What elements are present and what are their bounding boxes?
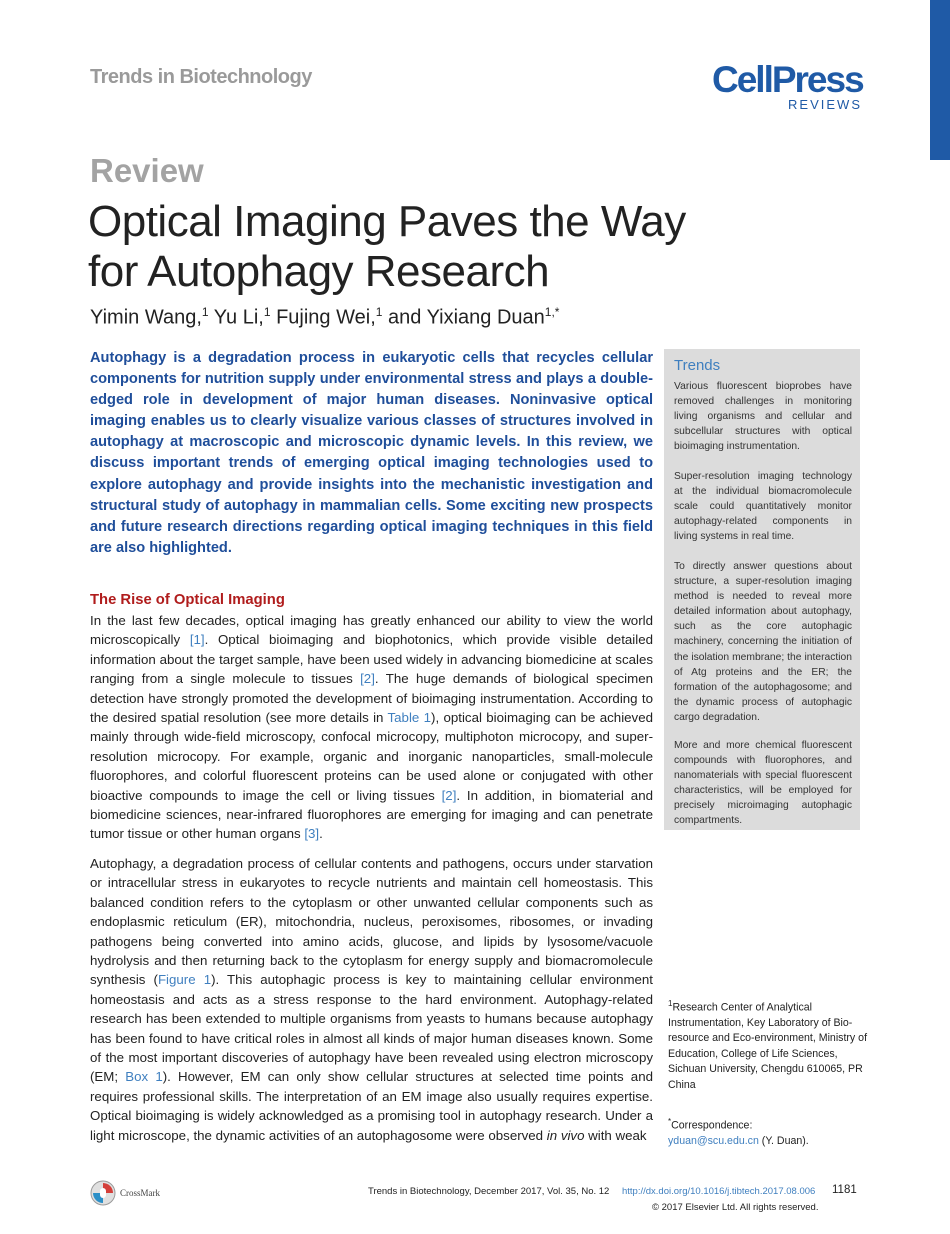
footer-citation: Trends in Biotechnology, December 2017, Vol. 35, No. 12 [368, 1186, 610, 1197]
author-list [90, 305, 559, 330]
journal-name: Trends in Biotechnology [90, 66, 312, 88]
author-name: Fujing Wei, [276, 306, 376, 329]
article-type: Review [90, 152, 204, 189]
article-title: Optical Imaging Paves the Way for Autophagy Research [88, 197, 686, 296]
crossmark-label: CrossMark [120, 1188, 160, 1198]
cellpress-logo [712, 59, 863, 112]
author-name: Yimin Wang, [90, 306, 202, 329]
author-name: Yu Li, [213, 306, 264, 329]
email-link[interactable]: yduan@scu.edu.cn [668, 1134, 759, 1147]
trends-item: Super-resolution imaging technology at the individual biomacromolecule scale could quantitatively monitor autophagy-related components in living systems in real time. [674, 471, 852, 543]
section-heading: The Rise of Optical Imaging [90, 592, 285, 608]
logo-sub-text: REVIEWS [788, 97, 862, 112]
crossmark-badge[interactable] [90, 1180, 160, 1206]
correspondence: *Correspondence: yduan@scu.edu.cn (Y. Duan). [668, 1117, 809, 1147]
citation-link[interactable]: [2] [360, 671, 375, 687]
author-affil-sup: 1,* [544, 305, 560, 319]
author-affil-sup: 1 [375, 305, 383, 319]
edge-color-tab [930, 0, 950, 160]
abstract: Autophagy is a degradation process in eukaryotic cells that recycles cellular components for nutrition supply under environmental stress and plays a double-edged role in development of major human diseases. Noninvasive optical imaging enables us to clearly visualize various classes of structures involved in autophagy at macroscopic and microscopic dynamic levels. In this review, we discuss important trends of emerging optical imaging technologies used to explore autophagy and provide insights into the mechanistic investigation and structural study of autophagy in mammalian cells. Some exciting new prospects and future research directions regarding optical imaging techniques in this field are also highlighted. [90, 350, 653, 556]
table-link[interactable]: Table 1 [387, 710, 432, 726]
trends-item: To directly answer questions about structure, a super-resolution imaging method is needed to reveal more detailed information about autophagy, such as the core autophagic machinery, concerning the initiation of the isolation membrane; the interaction of Atg proteins and the ER; the formation of the autophagosome; and the dynamic process of autophagic cargo degradation. [674, 561, 852, 723]
citation-link[interactable]: [3] [304, 826, 320, 842]
author-affil-sup: 1 [201, 305, 209, 319]
author-name: and Yixiang Duan [388, 306, 545, 329]
figure-link[interactable]: Figure 1 [157, 972, 212, 988]
trends-sidebar [664, 349, 860, 830]
author-affil-sup: 1 [263, 305, 271, 319]
crossmark-icon [90, 1180, 116, 1206]
trends-item: More and more chemical fluorescent compounds with fluorophores, and nanomaterials with special fluorescent characteristics, will be employed for precisely microimaging autophagic compartments. [674, 740, 852, 827]
affiliation: $^1$Research Center of Analytical Instrumentation, Key Laboratory of Bio-resource and Eco-environment, Ministry of Education, College of Life Sciences, Sichuan University, Chengdu 610065, PR China [668, 999, 868, 1091]
footer-copyright: © 2017 Elsevier Ltd. All rights reserved. [652, 1202, 819, 1213]
page-number: 1181 [832, 1184, 857, 1196]
body-paragraph-2: Autophagy, a degradation process of cellular contents and pathogens, occurs under starvation or intracellular stress in eukaryotes to recycle nutrients and maintain cell homeostasis. This balanced condition refers to the cytoplasm or other unwanted cellular components such as endoplasmic reticulum (ER), mitochondria, nucleus, peroxisomes, ribosomes, or invading pathogens being converted into amino acids, glucose, and lipids by lysosome/vacuole hydrolysis and then returning back to the cytoplasm for energy supply and biomacromolecule synthesis (Figure 1). This autophagic process is key to maintaining cellular environment homeostasis and acts as a stress response to the hard environment. Autophagy-related research has been extended to multiple organisms from yeasts to humans because autophagy has been found to have critical roles in almost all kinds of major human diseases known. Some of the most important discoveries of autophagy have been revealed using electron microscopy (EM; Box 1). However, EM can only show cellular structures at selected time points and requires professional skills. The interpretation of an EM image also usually requires expertise. Optical bioimaging is widely acknowledged as a promising tool in autophagy research. Under a light microscope, the dynamic activities of an autophagosome were observed in vivo with weak [90, 856, 653, 1143]
box-link[interactable]: Box 1 [125, 1069, 163, 1085]
logo-main-text: CellPress [712, 59, 863, 100]
citation-link[interactable]: [2] [441, 787, 457, 803]
trends-title: Trends [674, 357, 721, 374]
citation-link[interactable]: [1] [189, 632, 205, 648]
footer-doi-link[interactable]: http://dx.doi.org/10.1016/j.tibtech.2017.08.006 [622, 1186, 816, 1197]
body-paragraph-1: In the last few decades, optical imaging has greatly enhanced our ability to view the world microscopically [1]. Optical bioimaging and biophotonics, which provide visible detailed information about the target sample, have been used widely in advancing biomedicine at scales ranging from a single molecule to tissues [2]. The huge demands of biological specimen detection have strongly promoted the development of bioimaging instrumentation. According to the desired spatial resolution (see more details in Table 1), optical bioimaging can be achieved mainly through wide-field microscopy, confocal microcopy, multiphoton microcopy, and super-resolution microcopy. For example, organic and inorganic nanoparticles, small-molecule fluorophores, and colorful fluorescent proteins can be used alone or conjugated with other bioactive compounds to image the cell or living tissues [2]. In addition, in biomaterial and biomedicine sciences, near-infrared fluorophores are emerging for imaging and can penetrate tumor tissue or other human organs [3]. [90, 613, 653, 842]
trends-item: Various fluorescent bioprobes have removed challenges in monitoring living organisms and cellular and subcellular structures with optical bioimaging instrumentation. [674, 381, 852, 453]
